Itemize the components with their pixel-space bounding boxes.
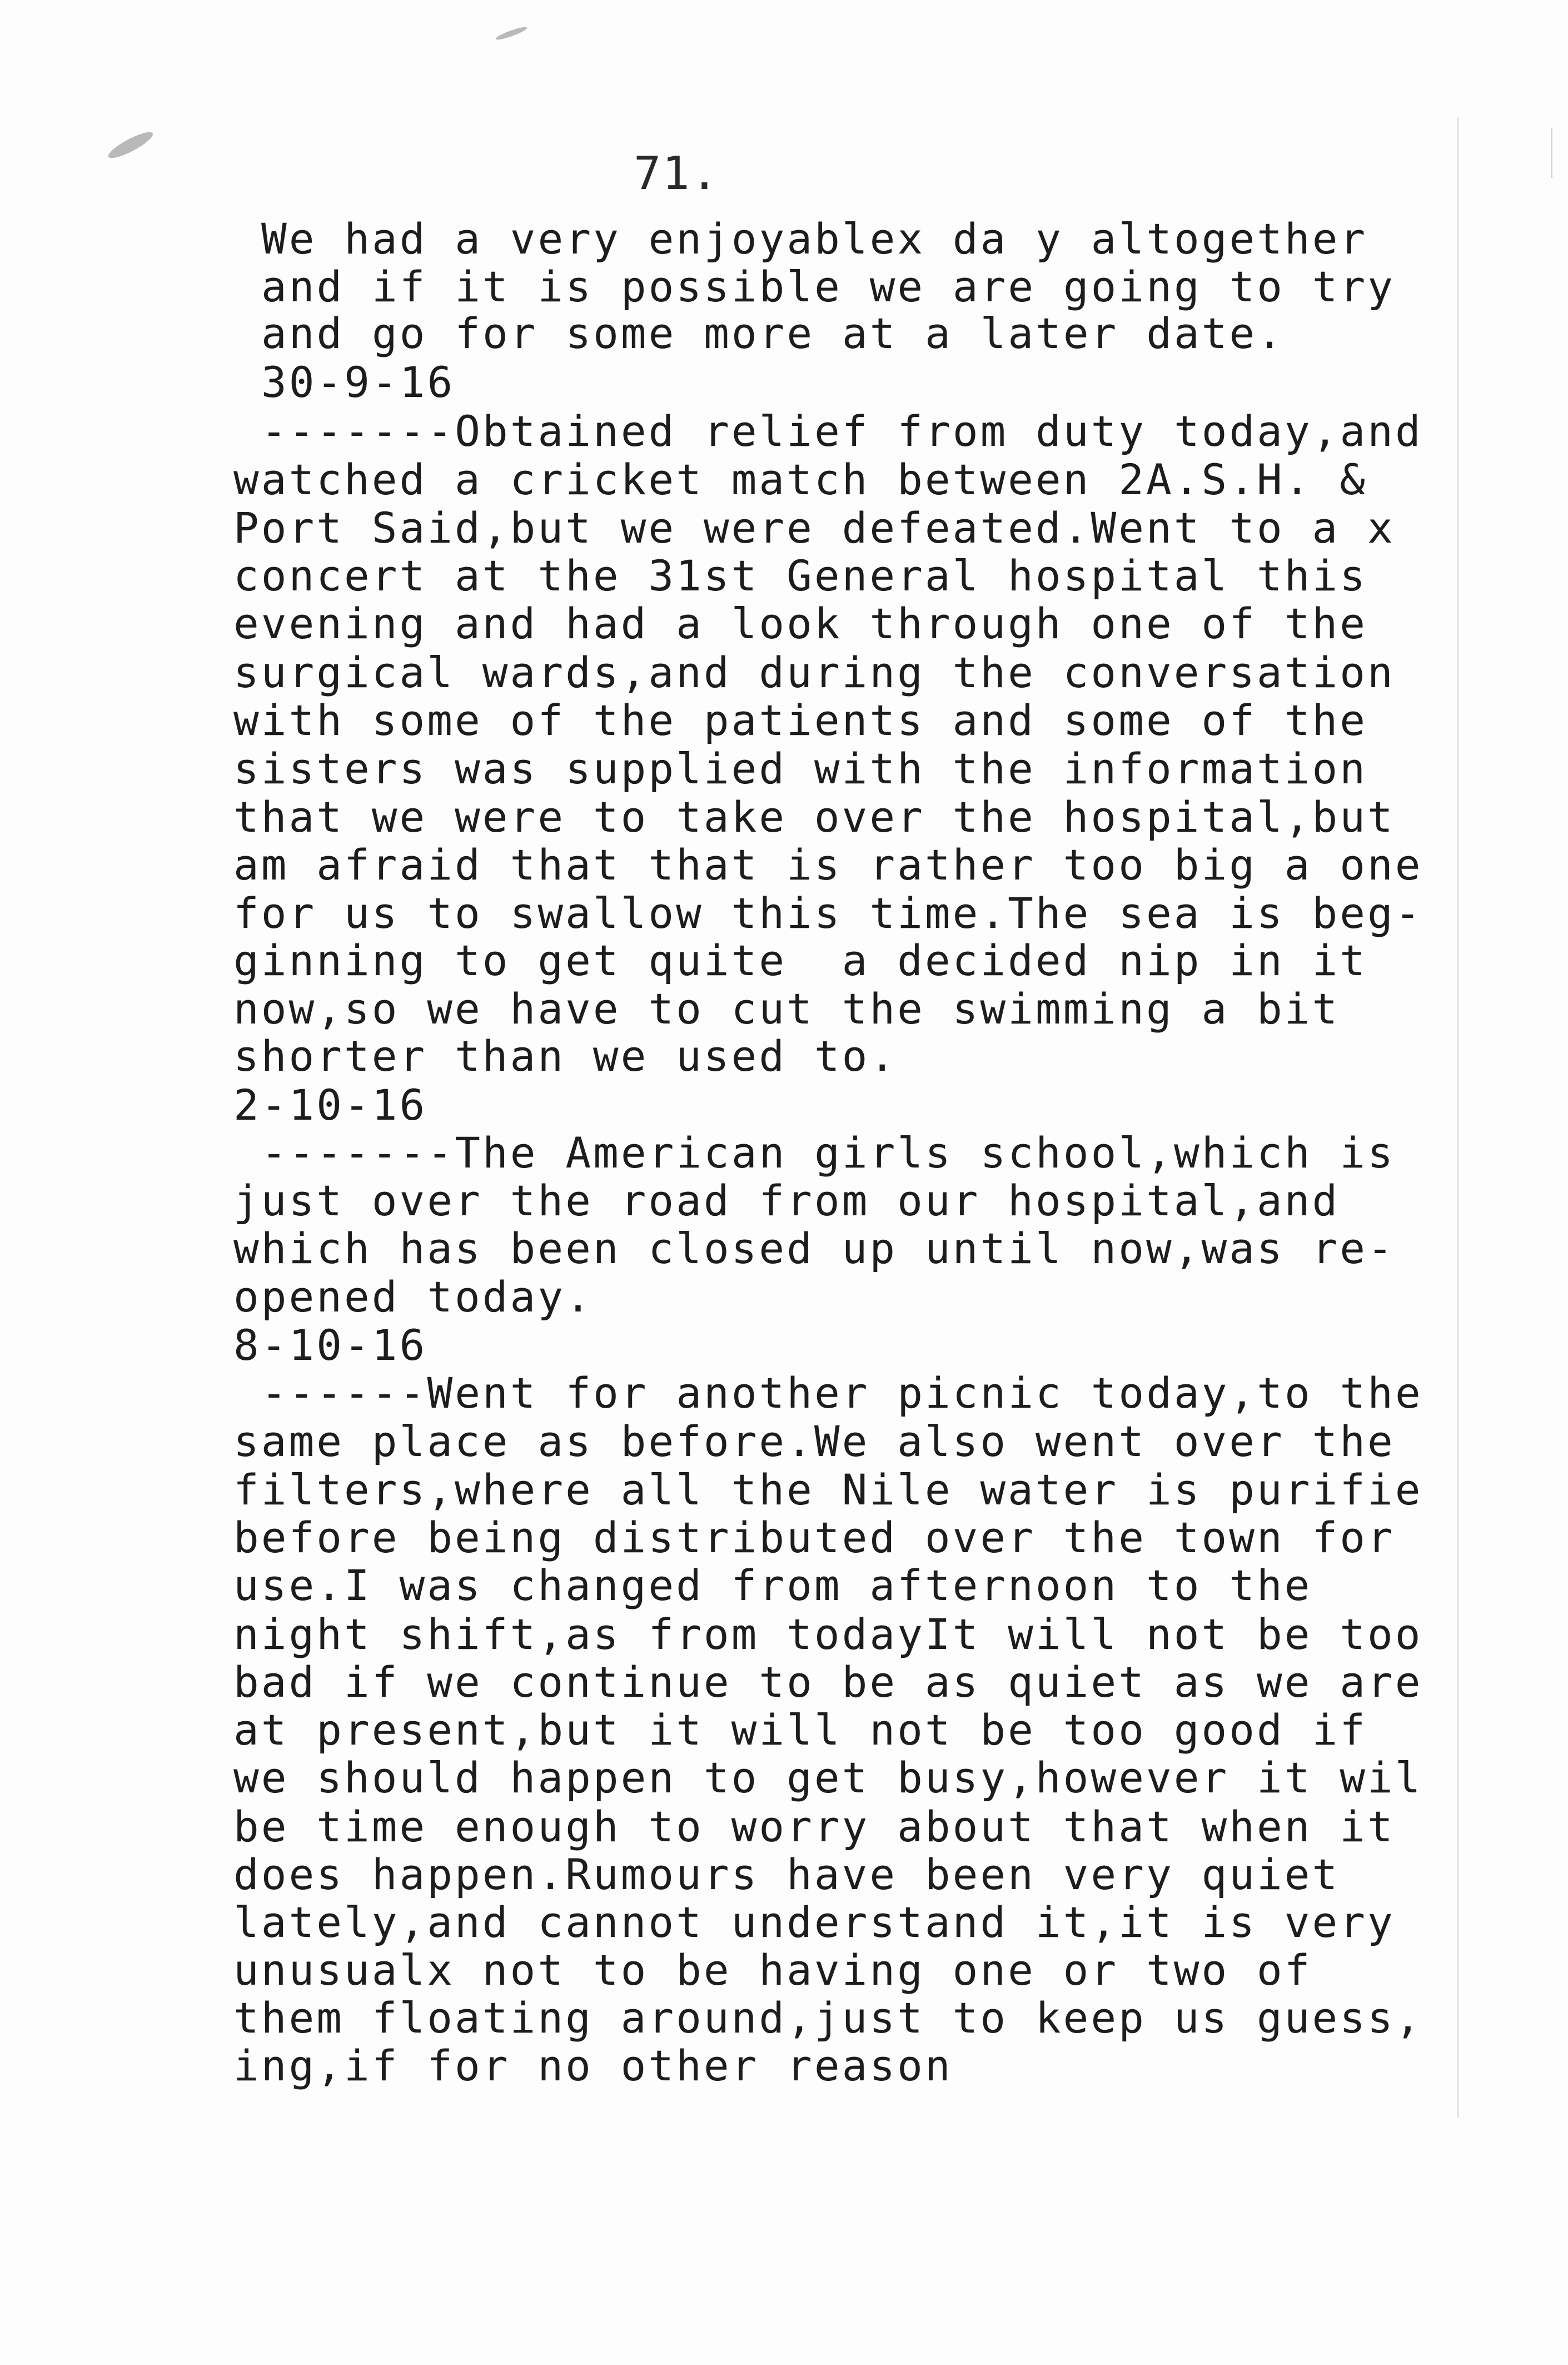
text-line: with some of the patients and some of the (233, 695, 1367, 745)
text-line: we should happen to get busy,however it wil (233, 1753, 1423, 1802)
text-line: bad if we continue to be as quiet as we are (233, 1657, 1423, 1707)
text-line: Port Said,but we were defeated.Went to a x (233, 503, 1395, 553)
text-line: that we were to take over the hospital,but (233, 792, 1395, 842)
text-line: and go for some more at a later date. (261, 309, 1285, 358)
text-line: and if it is possible we are going to try (261, 262, 1395, 311)
text-line: lately,and cannot understand it,it is very (233, 1897, 1395, 1947)
text-line: use.I was changed from afternoon to the (233, 1561, 1312, 1610)
text-line: sisters was supplied with the information (233, 744, 1367, 793)
text-line: ------Went for another picnic today,to the (261, 1368, 1423, 1418)
page-number: 71. (634, 147, 720, 200)
text-line: ing,if for no other reason (233, 2041, 953, 2090)
text-line: night shift,as from todayIt will not be too (233, 1609, 1423, 1659)
text-line: filters,where all the Nile water is purifie (233, 1465, 1423, 1514)
text-line: them floating around,just to keep us guess, (233, 1993, 1423, 2043)
text-line: 2-10-16 (233, 1080, 427, 1130)
text-line: before being distributed over the town for (233, 1513, 1395, 1562)
text-line: -------Obtained relief from duty today,and (261, 406, 1423, 456)
text-line: We had a very enjoyablex da y altogether (261, 214, 1368, 264)
text-line: which has been closed up until now,was re- (233, 1224, 1395, 1273)
text-line: unusualx not to be having one or two of (233, 1945, 1312, 1995)
text-line: opened today. (233, 1272, 593, 1321)
text-line: watched a cricket match between 2A.S.H. & (233, 455, 1367, 504)
text-line: 30-9-16 (261, 357, 455, 407)
text-line: am afraid that that is rather too big a one (233, 840, 1423, 890)
text-line: at present,but it will not be too good if (233, 1705, 1367, 1755)
text-line: for us to swallow this time.The sea is beg- (233, 888, 1423, 938)
text-line: does happen.Rumours have been very quiet (233, 1850, 1340, 1899)
text-line: concert at the 31st General hospital this (233, 551, 1367, 600)
text-line: surgical wards,and during the conversation (233, 648, 1395, 697)
text-line: ginning to get quite a decided nip in it (233, 936, 1367, 985)
text-line: just over the road from our hospital,and (233, 1176, 1340, 1225)
text-line: now,so we have to cut the swimming a bit (233, 984, 1340, 1034)
text-line: same place as before.We also went over the (233, 1417, 1395, 1466)
text-line: 8-10-16 (233, 1320, 427, 1370)
text-line: be time enough to worry about that when it (233, 1802, 1395, 1851)
text-line: evening and had a look through one of the (233, 599, 1367, 648)
text-line: shorter than we used to. (233, 1031, 898, 1081)
text-line: -------The American girls school,which is (261, 1128, 1395, 1177)
